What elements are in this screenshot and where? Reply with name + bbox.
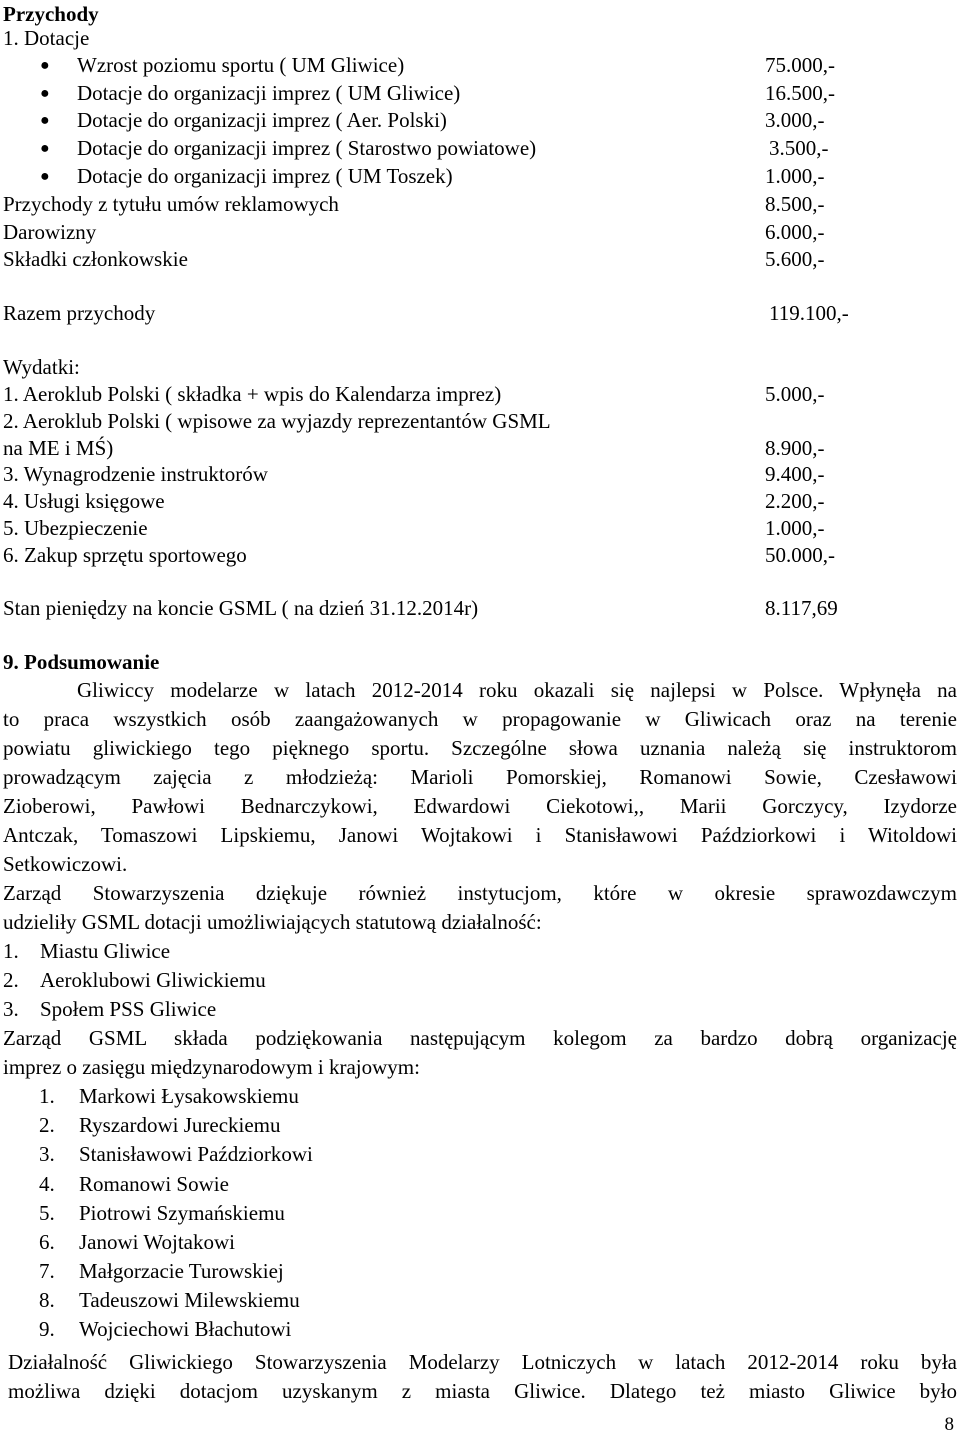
expense-row <box>0 380 960 409</box>
colleague-number: 7. <box>39 1259 55 1283</box>
expense-row <box>0 487 960 516</box>
colleague-number: 8. <box>39 1288 55 1312</box>
institution-name: Miastu Gliwice <box>40 939 171 963</box>
summary-paragraph-line: prowadzącym zajęcia z młodzieżą: Marioli Pomorskiej, Romanowi Sowie, Czesławowi <box>3 765 957 789</box>
expense-label: 5. Ubezpieczenie <box>3 516 148 540</box>
colleague-item <box>39 1315 292 1344</box>
expense-amount: 9.400,- <box>765 462 825 486</box>
income-total-amount: 119.100,- <box>769 301 849 325</box>
income-label: Przychody z tytułu umów reklamowych <box>3 192 339 216</box>
grant-row <box>0 51 960 80</box>
institution-item <box>3 966 266 995</box>
bullet-icon: ● <box>40 57 50 74</box>
bullet-icon: ● <box>40 112 50 129</box>
institution-name: Aeroklubowi Gliwickiemu <box>40 968 266 992</box>
grant-row <box>0 134 960 163</box>
colleague-number: 6. <box>39 1230 55 1254</box>
expense-row <box>0 434 960 463</box>
grant-label: Dotacje do organizacji imprez ( Aer. Polski) <box>77 108 447 132</box>
expense-amount: 50.000,- <box>765 543 835 567</box>
colleague-number: 2. <box>39 1113 55 1137</box>
colleague-item <box>39 1199 285 1228</box>
colleague-number: 5. <box>39 1201 55 1225</box>
colleague-number: 1. <box>39 1084 55 1108</box>
colleague-number: 3. <box>39 1142 55 1166</box>
summary-paragraph-line: Setkowiczowi. <box>3 852 128 876</box>
expense-row <box>0 460 960 489</box>
income-amount: 6.000,- <box>765 220 825 244</box>
institution-number: 3. <box>3 997 19 1021</box>
grants-subheading: 1. Dotacje <box>3 26 90 50</box>
colleague-item <box>39 1082 299 1111</box>
summary-paragraph-line: Gliwiccy modelarze w latach 2012-2014 roku okazali się najlepsi w Polsce. Wpłynęła na <box>77 678 957 702</box>
summary-paragraph-line: Antczak, Tomaszowi Lipskiemu, Janowi Wojtakowi i Stanisławowi Paździorkowi i Witoldowi <box>3 823 957 847</box>
expenses-heading: Wydatki: <box>3 355 80 379</box>
colleague-name: Wojciechowi Błachutowi <box>79 1317 292 1341</box>
expense-label: na ME i MŚ) <box>3 436 114 460</box>
colleague-name: Stanisławowi Paździorkowi <box>79 1142 313 1166</box>
grant-row <box>0 162 960 191</box>
institution-name: Społem PSS Gliwice <box>40 997 217 1021</box>
balance-amount: 8.117,69 <box>765 596 838 620</box>
colleague-item <box>39 1111 281 1140</box>
institution-number: 1. <box>3 939 19 963</box>
income-amount: 5.600,- <box>765 247 825 271</box>
expense-label: 4. Usługi księgowe <box>3 489 165 513</box>
balance-row <box>0 594 960 623</box>
colleague-name: Ryszardowi Jureckiemu <box>79 1113 281 1137</box>
expense-amount: 2.200,- <box>765 489 825 513</box>
grant-label: Dotacje do organizacji imprez ( UM Toszek) <box>77 164 453 188</box>
grant-amount: 1.000,- <box>765 164 825 188</box>
institution-number: 2. <box>3 968 19 992</box>
balance-label: Stan pieniędzy na koncie GSML ( na dzień 31.12.2014r) <box>3 596 479 620</box>
grant-amount: 16.500,- <box>765 81 835 105</box>
expense-label: 2. Aeroklub Polski ( wpisowe za wyjazdy reprezentantów GSML <box>3 409 551 433</box>
colleague-item <box>39 1286 300 1315</box>
expense-amount: 1.000,- <box>765 516 825 540</box>
expense-row <box>0 407 960 436</box>
income-row <box>0 245 960 274</box>
colleague-item <box>39 1170 229 1199</box>
colleagues-paragraph-line: imprez o zasięgu międzynarodowym i krajowym: <box>3 1055 420 1079</box>
income-row <box>0 218 960 247</box>
summary-number: 9. <box>3 650 19 674</box>
thanks-paragraph-line: Zarząd Stowarzyszenia dziękuje również instytucjom, które w okresie sprawozdawczym <box>3 881 957 905</box>
grant-amount: 75.000,- <box>765 53 835 77</box>
colleague-number: 4. <box>39 1172 55 1196</box>
grant-amount: 3.500,- <box>769 136 829 160</box>
income-total-row <box>0 299 960 328</box>
income-total-label: Razem przychody <box>3 301 156 325</box>
grant-label: Dotacje do organizacji imprez ( Starostwo powiatowe) <box>77 136 537 160</box>
bullet-icon: ● <box>40 168 50 185</box>
income-label: Składki członkowskie <box>3 247 188 271</box>
expense-label: 1. Aeroklub Polski ( składka + wpis do Kalendarza imprez) <box>3 382 502 406</box>
colleague-number: 9. <box>39 1317 55 1341</box>
income-heading: Przychody <box>3 2 99 26</box>
colleague-item <box>39 1257 284 1286</box>
bullet-icon: ● <box>40 85 50 102</box>
summary-paragraph-line: powiatu gliwickiego tego pięknego sportu. Szczególne słowa uznania należą się instruktorom <box>3 736 957 760</box>
institution-item <box>3 937 171 966</box>
colleague-name: Małgorzacie Turowskiej <box>79 1259 284 1283</box>
income-row <box>0 190 960 219</box>
expense-row <box>0 541 960 570</box>
grant-row <box>0 79 960 108</box>
summary-title: Podsumowanie <box>24 650 160 674</box>
grant-amount: 3.000,- <box>765 108 825 132</box>
colleague-item <box>39 1228 235 1257</box>
expense-row <box>0 514 960 543</box>
colleague-name: Janowi Wojtakowi <box>79 1230 235 1254</box>
page-number: 8 <box>944 1414 954 1435</box>
income-amount: 8.500,- <box>765 192 825 216</box>
summary-paragraph-line: to praca wszystkich osób zaangażowanych w propagowanie w Gliwicach oraz na terenie <box>3 707 957 731</box>
colleagues-paragraph-line: Zarząd GSML składa podziękowania następującym kolegom za bardzo dobrą organizację <box>3 1026 957 1050</box>
colleague-item <box>39 1140 313 1169</box>
income-label: Darowizny <box>3 220 97 244</box>
expense-label: 3. Wynagrodzenie instruktorów <box>3 462 268 486</box>
summary-paragraph-line: Zioberowi, Pawłowi Bednarczykowi, Edwardowi Ciekotowi,, Marii Gorczycy, Izydorze <box>3 794 957 818</box>
grant-row <box>0 106 960 135</box>
grant-label: Dotacje do organizacji imprez ( UM Gliwice) <box>77 81 461 105</box>
summary-heading <box>3 648 159 677</box>
closing-paragraph-line: Działalność Gliwickiego Stowarzyszenia Modelarzy Lotniczych w latach 2012-2014 roku była <box>8 1350 957 1374</box>
colleague-name: Markowi Łysakowskiemu <box>79 1084 299 1108</box>
expense-label: 6. Zakup sprzętu sportowego <box>3 543 247 567</box>
bullet-icon: ● <box>40 140 50 157</box>
institution-item <box>3 995 217 1024</box>
thanks-paragraph-line: udzieliły GSML dotacji umożliwiających statutową działalność: <box>3 910 542 934</box>
colleague-name: Tadeuszowi Milewskiemu <box>79 1288 300 1312</box>
expense-amount: 8.900,- <box>765 436 825 460</box>
grant-label: Wzrost poziomu sportu ( UM Gliwice) <box>77 53 405 77</box>
closing-paragraph-line: możliwa dzięki dotacjom uzyskanym z miasta Gliwice. Dlatego też miasto Gliwice było <box>8 1379 957 1403</box>
colleague-name: Piotrowi Szymańskiemu <box>79 1201 285 1225</box>
colleague-name: Romanowi Sowie <box>79 1172 229 1196</box>
expense-amount: 5.000,- <box>765 382 825 406</box>
